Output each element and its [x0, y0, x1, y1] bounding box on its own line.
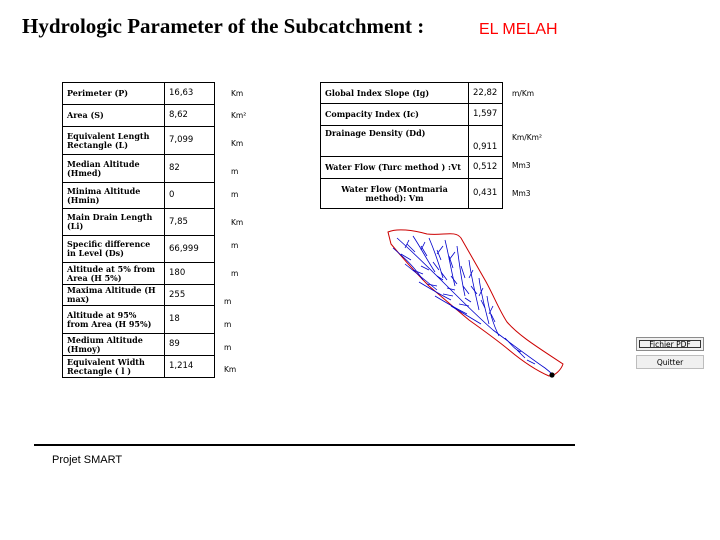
table-row — [321, 126, 503, 157]
param-unit: Km² — [231, 111, 247, 120]
param-value: 0,512 — [469, 157, 503, 179]
table-row — [63, 155, 215, 183]
param-label: Altitude at 5% from Area (H 5%) — [63, 263, 165, 285]
param-label: Median Altitude (Hmed) — [63, 155, 165, 183]
table-row — [63, 306, 215, 334]
param-label: Specific difference in Level (Ds) — [63, 236, 165, 263]
param-value: 16,63 — [165, 83, 215, 105]
right-parameter-table — [320, 82, 503, 209]
footer-divider — [34, 444, 575, 446]
subcatchment-map — [385, 226, 575, 386]
param-value: 0,911 — [469, 126, 503, 157]
pdf-file-button[interactable] — [636, 337, 704, 351]
table-row — [63, 285, 215, 306]
param-value: 8,62 — [165, 105, 215, 127]
param-value: 7,099 — [165, 127, 215, 155]
param-label: Equivalent Length Rectangle (L) — [63, 127, 165, 155]
param-label: Maxima Altitude (H max) — [63, 285, 165, 306]
table-row — [63, 105, 215, 127]
param-label: Medium Altitude (Hmoy) — [63, 334, 165, 356]
outlet-marker — [549, 372, 554, 377]
param-unit: Mm3 — [512, 189, 531, 198]
param-value: 82 — [165, 155, 215, 183]
subcatchment-name: EL MELAH — [479, 21, 558, 38]
param-unit: m/Km — [512, 89, 535, 98]
param-value: 180 — [165, 263, 215, 285]
table-row — [63, 356, 215, 378]
param-unit: m — [224, 320, 232, 329]
table-row — [63, 83, 215, 105]
param-value: 89 — [165, 334, 215, 356]
param-unit: Km — [231, 89, 244, 98]
param-value: 66,999 — [165, 236, 215, 263]
drainage-network — [393, 236, 553, 375]
param-unit: Km — [224, 365, 237, 374]
table-row — [63, 127, 215, 155]
param-label: Perimeter (P) — [63, 83, 165, 105]
table-row — [63, 183, 215, 209]
pdf-file-button-label: Fichier PDF — [639, 340, 701, 348]
table-row — [321, 157, 503, 179]
left-parameter-table — [62, 82, 215, 378]
param-unit: Km — [231, 139, 244, 148]
param-value: 1,214 — [165, 356, 215, 378]
table-row — [321, 179, 503, 209]
param-value: 18 — [165, 306, 215, 334]
param-value: 1,597 — [469, 104, 503, 126]
param-unit: Km — [231, 218, 244, 227]
param-unit: m — [231, 241, 239, 250]
quit-button-label: Quitter — [656, 358, 684, 367]
table-row — [63, 209, 215, 236]
param-label: Compacity Index (Ic) — [321, 104, 469, 126]
param-value: 7,85 — [165, 209, 215, 236]
param-value: 22,82 — [469, 83, 503, 104]
param-unit: m — [224, 343, 232, 352]
param-value: 0,431 — [469, 179, 503, 209]
param-label: Main Drain Length (Li) — [63, 209, 165, 236]
param-unit: m — [231, 190, 239, 199]
param-value: 0 — [165, 183, 215, 209]
param-unit: m — [224, 297, 232, 306]
page-title: Hydrologic Parameter of the Subcatchment : — [22, 14, 425, 38]
param-label: Altitude at 95% from Area (H 95%) — [63, 306, 165, 334]
param-label: Global Index Slope (Ig) — [321, 83, 469, 104]
table-row — [321, 104, 503, 126]
param-label: Water Flow (Montmaria method): Vm — [321, 179, 469, 209]
param-unit: m — [231, 167, 239, 176]
param-label: Equivalent Width Rectangle ( l ) — [63, 356, 165, 378]
footer-project-name: Projet SMART — [52, 454, 123, 466]
param-label: Drainage Density (Dd) — [321, 126, 469, 157]
table-row — [63, 334, 215, 356]
param-value: 255 — [165, 285, 215, 306]
table-row — [63, 236, 215, 263]
param-unit: m — [231, 269, 239, 278]
table-row — [63, 263, 215, 285]
param-label: Water Flow (Turc method ) :Vt — [321, 157, 469, 179]
quit-button[interactable] — [636, 355, 704, 369]
param-unit: Mm3 — [512, 161, 531, 170]
param-label: Area (S) — [63, 105, 165, 127]
table-row — [321, 83, 503, 104]
param-label: Minima Altitude (Hmin) — [63, 183, 165, 209]
param-unit: Km/Km² — [512, 133, 542, 142]
